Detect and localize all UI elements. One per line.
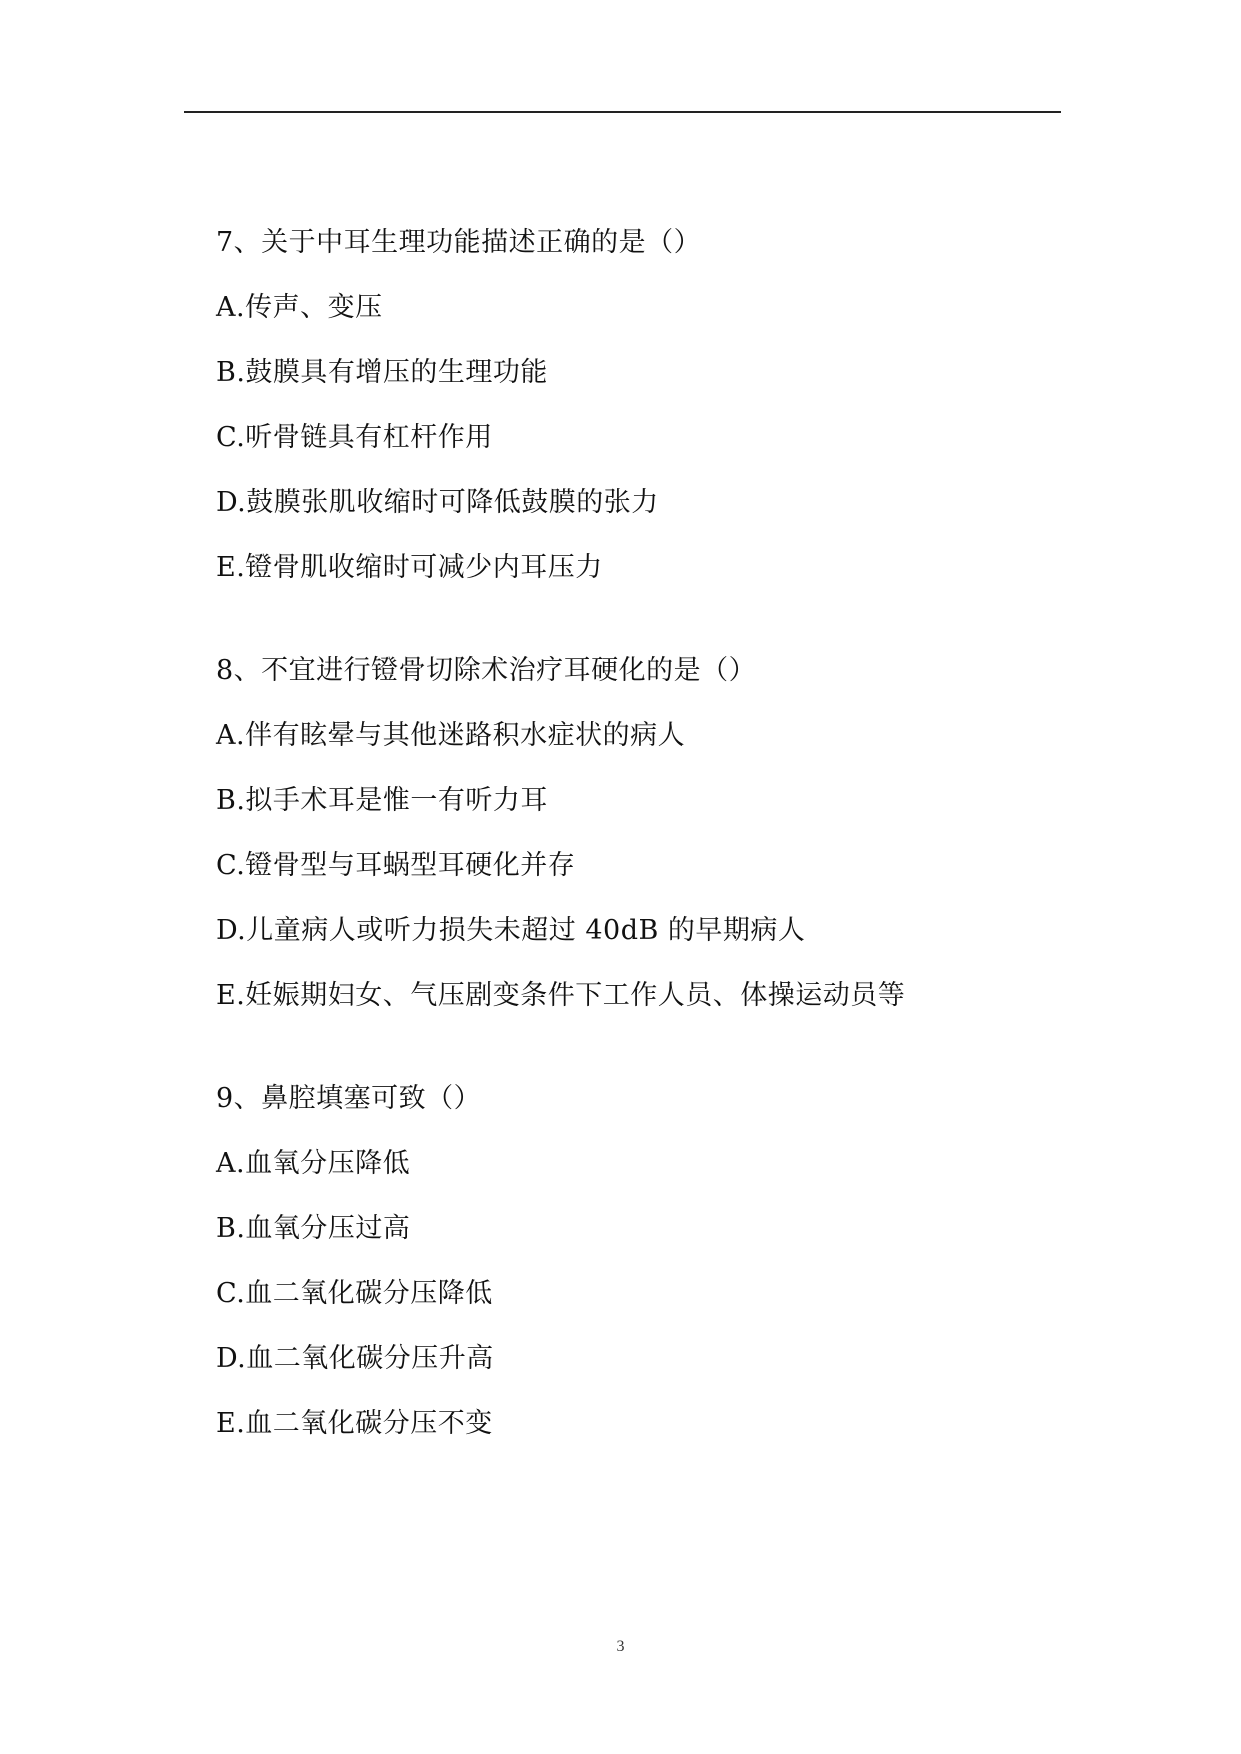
- option-d: D.鼓膜张肌收缩时可降低鼓膜的张力: [216, 487, 659, 518]
- option-c: C.血二氧化碳分压降低: [216, 1278, 493, 1309]
- question-stem: 7、关于中耳生理功能描述正确的是（）: [216, 227, 702, 258]
- question-stem: 9、鼻腔填塞可致（）: [216, 1083, 482, 1114]
- option-a: A.伴有眩晕与其他迷路积水症状的病人: [216, 720, 686, 751]
- option-a: A.传声、变压: [216, 292, 383, 323]
- option-a: A.血氧分压降低: [216, 1148, 411, 1179]
- page-number: 3: [616, 1638, 625, 1655]
- option-b: B.血氧分压过高: [216, 1213, 411, 1244]
- question-stem: 8、不宜进行镫骨切除术治疗耳硬化的是（）: [216, 655, 757, 686]
- option-e: E.妊娠期妇女、气压剧变条件下工作人员、体操运动员等: [216, 980, 906, 1011]
- option-b: B.拟手术耳是惟一有听力耳: [216, 785, 548, 816]
- option-e: E.镫骨肌收缩时可减少内耳压力: [216, 552, 603, 583]
- question-9: [216, 1081, 1076, 1441]
- header-rule: [184, 111, 1061, 113]
- option-c: C.听骨链具有杠杆作用: [216, 422, 493, 453]
- option-b: B.鼓膜具有增压的生理功能: [216, 357, 548, 388]
- option-d: D.血二氧化碳分压升高: [216, 1343, 494, 1374]
- option-c: C.镫骨型与耳蜗型耳硬化并存: [216, 850, 576, 881]
- option-d: D.儿童病人或听力损失未超过 40dB 的早期病人: [216, 915, 806, 946]
- question-7: [216, 225, 1076, 585]
- option-e: E.血二氧化碳分压不变: [216, 1408, 493, 1439]
- question-8: [216, 653, 1076, 1013]
- question-list: [216, 225, 1076, 1509]
